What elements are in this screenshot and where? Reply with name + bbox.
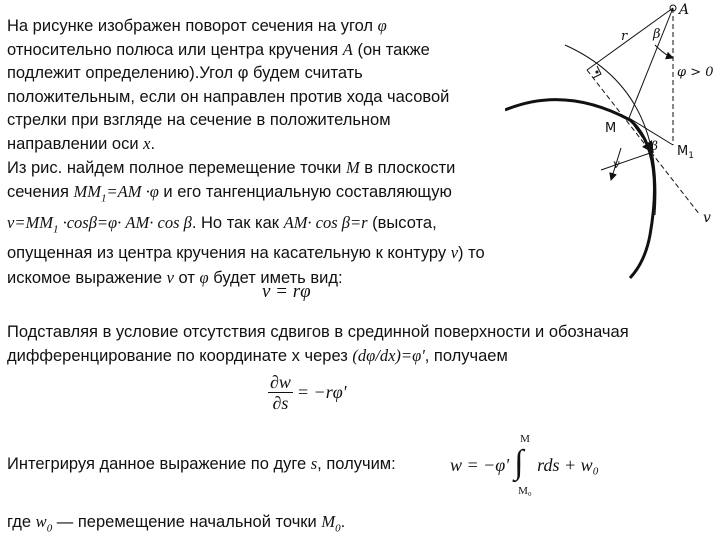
tangent-line bbox=[587, 70, 700, 215]
integration-sentence: Интегрируя данное выражение по дуге s, получим: bbox=[7, 454, 396, 473]
integral-upper-limit: M bbox=[520, 433, 530, 445]
intro-paragraph bbox=[7, 14, 547, 290]
label-beta: β bbox=[651, 139, 658, 153]
label-v-axis: v bbox=[703, 210, 711, 226]
offset-line bbox=[601, 152, 653, 170]
formula-v-equals-r-phi: v = rφ bbox=[262, 281, 311, 302]
label-m: M bbox=[605, 121, 617, 136]
label-m1: $M_1$ bbox=[677, 144, 694, 161]
integral bbox=[512, 433, 534, 497]
text-line: сечения $MM_1=AM \cdot\varphi$ и его тангенциальную составляющую bbox=[7, 182, 452, 205]
fraction bbox=[268, 372, 293, 413]
section-contour-arc bbox=[505, 100, 655, 278]
v-vector bbox=[629, 118, 653, 152]
integral-lower-limit: M₀ bbox=[518, 485, 532, 497]
final-sentence: где $w_0$ — перемещение начальной точки $M_0$. bbox=[7, 512, 346, 535]
label-phi: φ > 0 bbox=[677, 65, 714, 80]
text-line: На рисунке изображен поворот сечения на угол φ bbox=[7, 16, 387, 35]
text-line: направлении оси x. bbox=[7, 134, 156, 154]
text-line: опущенная из центра кручения на касательную к контуру v) то bbox=[7, 243, 485, 263]
fraction-denominator: ∂s bbox=[272, 393, 289, 413]
rotation-diagram bbox=[505, 0, 720, 300]
text-line: Из рис. найдем полное перемещение точки M в плоскости bbox=[7, 158, 456, 178]
right-angle-dot bbox=[596, 71, 599, 74]
text-line: Подставляя в условие отсутствия сдвигов в срединной поверхности и обозначая bbox=[7, 323, 629, 341]
label-beta-top: β bbox=[653, 27, 661, 42]
formula-rhs: rds + w₀ bbox=[537, 454, 599, 475]
text-line: относительно полюса или центра кручения A (он также bbox=[7, 40, 430, 60]
text-line: подлежит определению).Угол φ будем считать bbox=[7, 64, 363, 83]
formula-derivative bbox=[268, 372, 347, 413]
integral-sign: ∫ bbox=[514, 444, 524, 481]
phi-arc-arrow bbox=[655, 45, 673, 58]
formula-rhs: = −rφ' bbox=[296, 382, 347, 402]
substitution-paragraph bbox=[7, 321, 712, 368]
text-line: стрелки при взгляде на сечение в положительном bbox=[7, 110, 391, 129]
label-r: r bbox=[621, 29, 628, 44]
text-line: дифференцирование по координате x через (dφ/dx)=φ', получаем bbox=[7, 346, 508, 366]
line-a-m bbox=[629, 8, 673, 118]
fraction-numerator: ∂w bbox=[270, 372, 291, 392]
text-line: $v=MM_1 \cdot\cos\beta=\varphi\cdot AM\cdot \cos \beta$. Но так как AM· cos β=r (высота, bbox=[7, 212, 437, 236]
label-v-vector: v bbox=[613, 157, 620, 171]
formula-integral bbox=[450, 433, 599, 497]
label-a: A bbox=[679, 2, 690, 18]
text-line: положительным, если он направлен против хода часовой bbox=[7, 87, 450, 106]
text-line: искомое выражение v от φ будет иметь вид: bbox=[7, 267, 343, 287]
formula-lhs: w = −φ' bbox=[450, 454, 510, 475]
